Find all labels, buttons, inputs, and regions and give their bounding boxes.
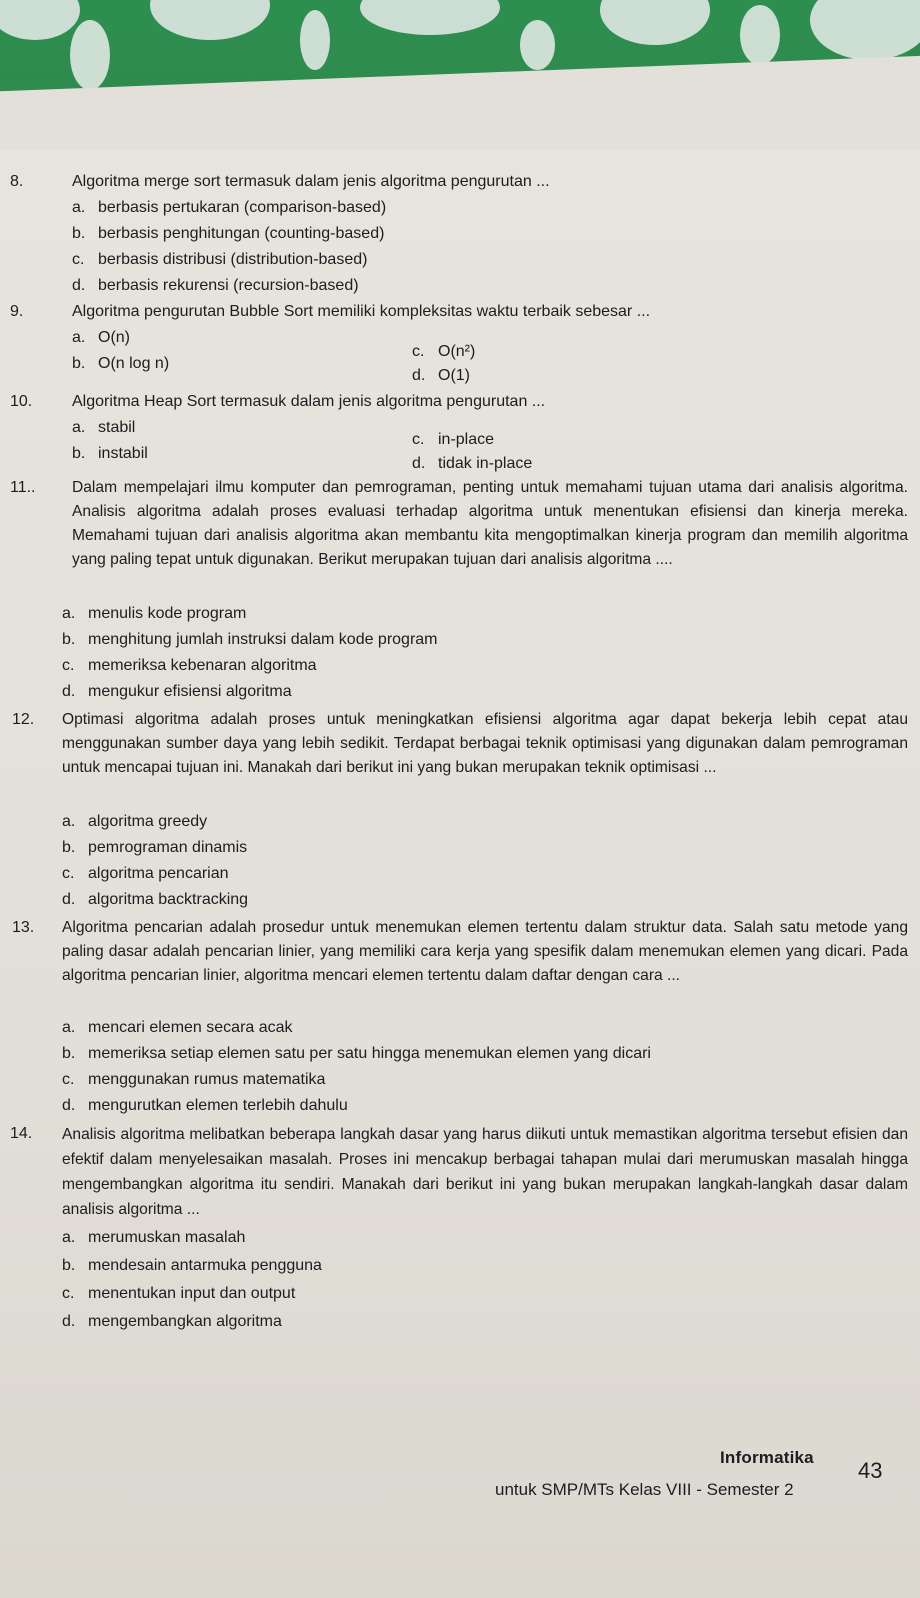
option-letter: b. xyxy=(72,225,86,242)
option-text: O(n) xyxy=(98,329,130,346)
page-edge xyxy=(0,54,920,150)
option-text: O(n²) xyxy=(438,343,476,360)
option-text: berbasis pertukaran (comparison-based) xyxy=(98,199,387,216)
option-8a[interactable] xyxy=(72,196,386,220)
option-text: memeriksa kebenaran algoritma xyxy=(88,657,317,674)
option-text: algoritma pencarian xyxy=(88,865,229,882)
option-letter: a. xyxy=(72,329,86,346)
option-letter: d. xyxy=(72,277,86,294)
option-text: pemrograman dinamis xyxy=(88,839,248,856)
option-9b[interactable] xyxy=(72,352,169,376)
cover-pattern-shape xyxy=(520,20,555,70)
option-letter: a. xyxy=(62,1019,76,1036)
cover-pattern-shape xyxy=(600,0,710,45)
option-14c[interactable] xyxy=(62,1282,295,1306)
option-10d[interactable] xyxy=(412,452,532,476)
page-number: 43 xyxy=(858,1458,883,1483)
option-12a[interactable] xyxy=(62,810,207,834)
option-letter: d. xyxy=(62,683,76,700)
option-letter: d. xyxy=(412,455,426,472)
option-letter: d. xyxy=(62,1313,76,1330)
option-10c[interactable] xyxy=(412,428,494,452)
option-text: O(n log n) xyxy=(98,355,170,372)
option-8b[interactable] xyxy=(72,222,384,246)
cover-pattern-shape xyxy=(360,0,500,35)
option-letter: b. xyxy=(72,355,86,372)
option-12d[interactable] xyxy=(62,888,248,912)
option-14a[interactable] xyxy=(62,1226,245,1250)
option-8d[interactable] xyxy=(72,274,359,298)
option-text: mendesain antarmuka pengguna xyxy=(88,1257,322,1274)
question-number: 9. xyxy=(10,303,24,320)
question-number: 12. xyxy=(12,711,35,728)
option-text: in-place xyxy=(438,431,495,448)
option-letter: c. xyxy=(62,865,75,882)
option-letter: c. xyxy=(62,657,75,674)
option-9c[interactable] xyxy=(412,340,475,364)
option-9d[interactable] xyxy=(412,364,470,388)
question-text: Algoritma merge sort termasuk dalam jenis algoritma pengurutan ... xyxy=(72,173,550,190)
option-text: berbasis rekurensi (recursion-based) xyxy=(98,277,359,294)
option-letter: d. xyxy=(62,891,76,908)
question-text: Algoritma pengurutan Bubble Sort memiliki kompleksitas waktu terbaik sebesar ... xyxy=(72,303,651,320)
option-text: instabil xyxy=(98,445,148,462)
option-text: mengembangkan algoritma xyxy=(88,1313,282,1330)
option-text: berbasis penghitungan (counting-based) xyxy=(98,225,385,242)
option-letter: c. xyxy=(62,1071,75,1088)
question-text: Analisis algoritma melibatkan beberapa langkah dasar yang harus diikuti untuk memastikan algoritma tersebut efisien dan efektif dalam menyelesaikan masalah. Proses ini mencakup berbagai tahapan mulai dari merumuskan masalah hingga mengembangkan algoritma itu sendiri. Manakah dari berikut ini yang bukan merupakan langkah-langkah dasar dalam analisis algoritma ... xyxy=(62,1126,908,1218)
option-text: merumuskan masalah xyxy=(88,1229,246,1246)
footer-book-title: Informatika xyxy=(720,1448,814,1467)
option-10b[interactable] xyxy=(72,442,148,466)
option-text: menentukan input dan output xyxy=(88,1285,296,1302)
footer-book-subtitle: untuk SMP/MTs Kelas VIII - Semester 2 xyxy=(495,1480,794,1499)
option-text: mengurutkan elemen terlebih dahulu xyxy=(88,1097,348,1114)
question-number: 13. xyxy=(12,919,35,936)
option-10a[interactable] xyxy=(72,416,135,440)
option-letter: b. xyxy=(62,1045,76,1062)
option-letter: d. xyxy=(412,367,426,384)
cover-photo-strip xyxy=(0,0,920,150)
question-number: 8. xyxy=(10,173,24,190)
option-letter: b. xyxy=(62,631,76,648)
cover-pattern-shape xyxy=(0,0,80,40)
option-text: stabil xyxy=(98,419,136,436)
question-number: 11.. xyxy=(10,479,36,496)
option-12b[interactable] xyxy=(62,836,247,860)
option-letter: a. xyxy=(62,605,76,622)
cover-pattern-shape xyxy=(740,5,780,65)
option-14b[interactable] xyxy=(62,1254,322,1278)
option-text: mengukur efisiensi algoritma xyxy=(88,683,292,700)
option-13b[interactable] xyxy=(62,1042,651,1066)
option-letter: b. xyxy=(72,445,86,462)
option-letter: a. xyxy=(72,419,86,436)
cover-pattern-shape xyxy=(300,10,330,70)
option-12c[interactable] xyxy=(62,862,229,886)
question-text: Dalam mempelajari ilmu komputer dan pemrograman, penting untuk memahami tujuan utama dari analisis algoritma. Analisis algoritma adalah proses evaluasi terhadap algoritma untuk menentukan efisiensi dan kinerja mereka. Memahami tujuan dari analisis algoritma akan membantu kita mengoptimalkan kinerja program dan memilih algoritma yang paling tepat untuk digunakan. Berikut merupakan tujuan dari analisis algoritma .... xyxy=(72,479,908,568)
option-letter: a. xyxy=(72,199,86,216)
option-text: mencari elemen secara acak xyxy=(88,1019,293,1036)
option-8c[interactable] xyxy=(72,248,367,272)
option-text: menulis kode program xyxy=(88,605,247,622)
option-9a[interactable] xyxy=(72,326,130,350)
cover-pattern-shape xyxy=(150,0,270,40)
option-text: memeriksa setiap elemen satu per satu hingga menemukan elemen yang dicari xyxy=(88,1045,651,1062)
option-14d[interactable] xyxy=(62,1310,282,1334)
option-11b[interactable] xyxy=(62,628,438,652)
option-letter: a. xyxy=(62,813,76,830)
option-text: tidak in-place xyxy=(438,455,533,472)
option-text: berbasis distribusi (distribution-based) xyxy=(98,251,368,268)
option-letter: a. xyxy=(62,1229,76,1246)
option-letter: b. xyxy=(62,1257,76,1274)
question-text: Optimasi algoritma adalah proses untuk meningkatkan efisiensi algoritma agar dapat bekerja lebih cepat atau menggunakan sumber daya yang lebih sedikit. Terdapat berbagai teknik optimisasi yang digunakan dalam pemrograman untuk mencapai tujuan ini. Manakah dari berikut ini yang bukan merupakan teknik optimisasi ... xyxy=(62,711,908,776)
option-letter: d. xyxy=(62,1097,76,1114)
cover-pattern-shape xyxy=(810,0,920,60)
option-11a[interactable] xyxy=(62,602,246,626)
question-number: 10. xyxy=(10,393,33,410)
option-text: algoritma greedy xyxy=(88,813,208,830)
cover-pattern-shape xyxy=(70,20,110,90)
option-text: menghitung jumlah instruksi dalam kode program xyxy=(88,631,438,648)
option-13d[interactable] xyxy=(62,1094,348,1118)
question-text: Algoritma Heap Sort termasuk dalam jenis algoritma pengurutan ... xyxy=(72,393,546,410)
textbook-page xyxy=(0,150,920,1598)
option-letter: b. xyxy=(62,839,76,856)
option-13c[interactable] xyxy=(62,1068,325,1092)
option-11d[interactable] xyxy=(62,680,292,704)
option-text: O(1) xyxy=(438,367,470,384)
option-text: algoritma backtracking xyxy=(88,891,249,908)
question-text: Algoritma pencarian adalah prosedur untuk menemukan elemen tertentu dalam struktur data. Salah satu metode yang paling dasar adalah pencarian linier, yang memiliki cara kerja yang spesifik dalam menemukan elemen yang dicari. Pada algoritma pencarian linier, algoritma mencari elemen tertentu dalam daftar dengan cara ... xyxy=(62,919,908,984)
option-13a[interactable] xyxy=(62,1016,293,1040)
question-number: 14. xyxy=(10,1125,33,1142)
option-letter: c. xyxy=(62,1285,75,1302)
option-letter: c. xyxy=(412,343,425,360)
option-11c[interactable] xyxy=(62,654,317,678)
option-letter: c. xyxy=(72,251,85,268)
option-letter: c. xyxy=(412,431,425,448)
option-text: menggunakan rumus matematika xyxy=(88,1071,326,1088)
